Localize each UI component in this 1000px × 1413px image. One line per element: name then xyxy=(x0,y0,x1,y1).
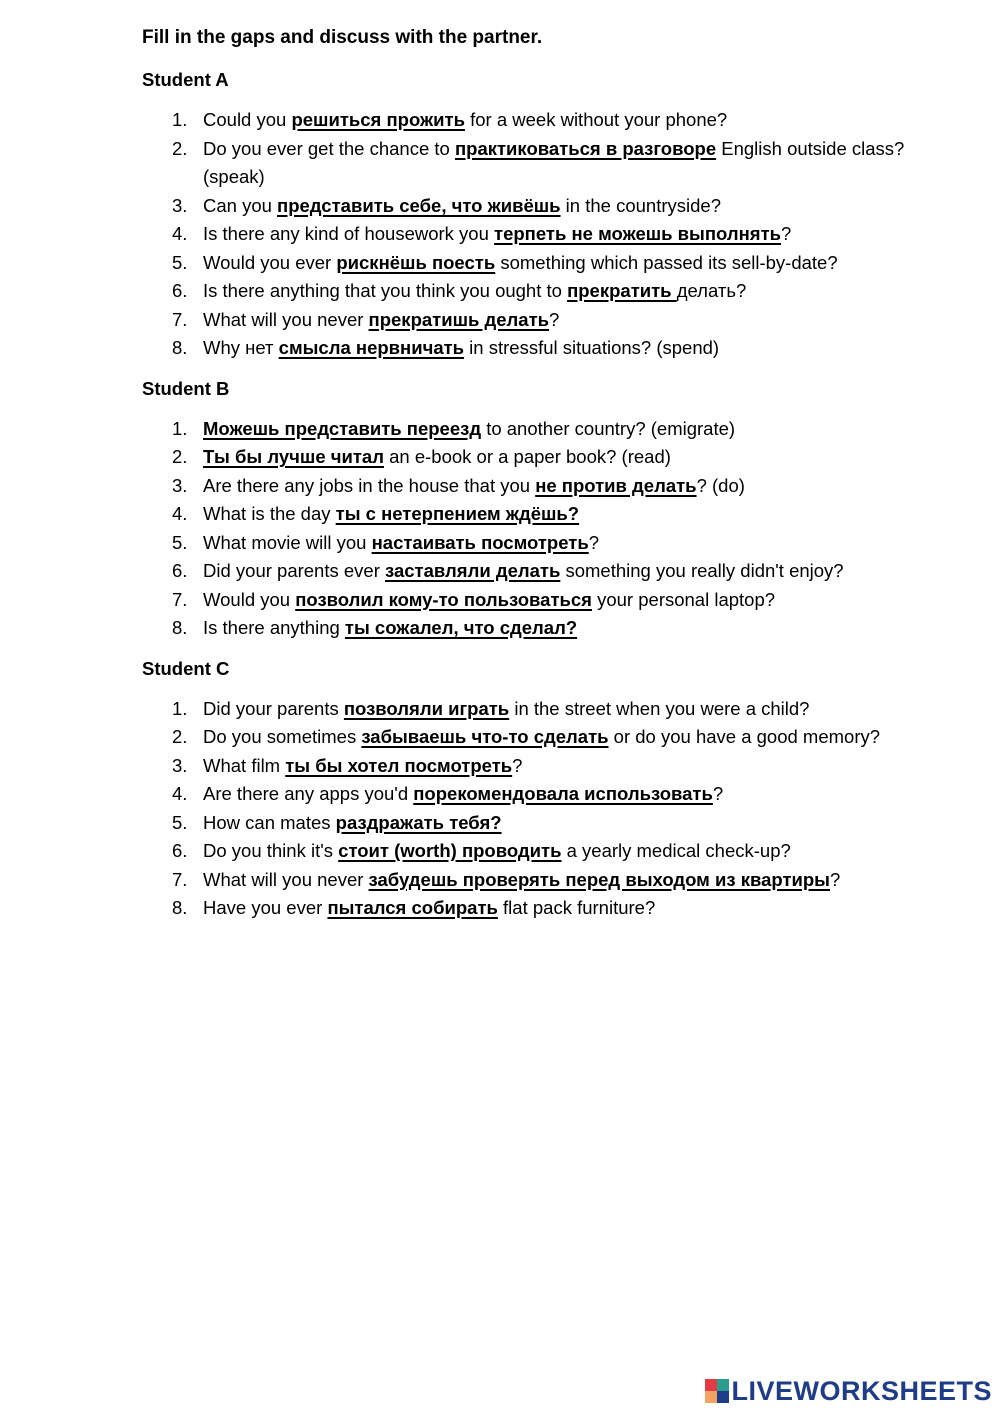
question-number: 2. xyxy=(172,726,188,747)
question-text-before: What will you never xyxy=(203,308,369,330)
gap-answer: забываешь что-то сделать xyxy=(361,726,609,747)
question-text-after: ? xyxy=(712,783,724,804)
question-number: 2. xyxy=(172,446,188,467)
question-text-after: flat pack furniture? xyxy=(497,897,656,918)
question-text-before: Would you ever xyxy=(203,251,337,273)
question-text-before: Do you think it's xyxy=(203,840,339,861)
question-text-after: ? xyxy=(549,308,560,330)
question-text-after: ? xyxy=(512,754,523,776)
gap-answer: представить себе, что живёшь xyxy=(277,194,561,216)
question-item xyxy=(142,277,913,306)
liveworksheets-logo xyxy=(705,1373,992,1409)
liveworksheets-logo-icon xyxy=(705,1379,729,1403)
question-text-after: ? xyxy=(781,223,792,244)
question-item xyxy=(142,752,913,781)
question-text-after: in the street when you were a child? xyxy=(509,697,810,719)
question-number: 5. xyxy=(172,811,188,833)
question-text-before: Can you xyxy=(203,194,278,216)
question-item xyxy=(142,306,913,335)
gap-answer: стоит (worth) проводить xyxy=(338,840,562,861)
question-text-before: What will you never xyxy=(203,868,369,890)
question-number: 3. xyxy=(172,194,188,216)
question-number: 1. xyxy=(172,109,188,130)
question-text-before: How can mates xyxy=(203,811,336,833)
question-text-after: in the countryside? xyxy=(560,194,721,216)
question-number: 4. xyxy=(172,783,188,804)
question-number: 8. xyxy=(172,337,188,358)
question-text-before: Could you xyxy=(203,109,292,130)
question-number: 1. xyxy=(172,697,188,719)
question-text-before: Would you xyxy=(203,588,296,610)
gap-answer: прекратить xyxy=(567,280,677,301)
question-text-after: ? (do) xyxy=(696,474,745,496)
question-number: 3. xyxy=(172,474,188,496)
gap-answer: практиковаться в разговоре xyxy=(454,137,717,159)
question-text-after: a yearly medical check-up? xyxy=(561,840,791,861)
gap-answer: ты бы хотел посмотреть xyxy=(285,754,513,776)
question-item xyxy=(142,529,913,558)
question-item xyxy=(142,106,913,135)
question-number: 7. xyxy=(172,868,188,890)
worksheet xyxy=(142,24,942,935)
question-text-after: in stressful situations? (spend) xyxy=(464,337,720,358)
gap-answer: Можешь представить переезд xyxy=(203,417,482,439)
question-text-before: What film xyxy=(203,754,286,776)
question-text-before: What is the day xyxy=(203,503,336,524)
gap-answer: прекратишь делать xyxy=(368,308,550,330)
gap-answer: порекомендовала использовать xyxy=(413,783,713,804)
sections-container xyxy=(142,66,942,923)
question-text-after: English outside class? (speak) xyxy=(203,137,905,187)
gap-answer: заставляли делать xyxy=(385,560,561,581)
question-number: 7. xyxy=(172,308,188,330)
gap-answer: решиться прожить xyxy=(291,109,465,130)
question-text-before: Are there any jobs in the house that you xyxy=(203,474,536,496)
logo-text: LIVEWORKSHEETS xyxy=(731,1375,992,1406)
question-item xyxy=(142,500,913,529)
question-item xyxy=(142,557,913,586)
gap-answer: пытался собирать xyxy=(327,897,498,918)
question-number: 4. xyxy=(172,503,188,524)
question-item xyxy=(142,894,913,923)
question-item xyxy=(142,334,913,363)
gap-answer: настаивать посмотреть xyxy=(371,531,589,553)
gap-answer: раздражать тебя? xyxy=(335,811,502,833)
question-item xyxy=(142,472,913,501)
question-text-after: something you really didn't enjoy? xyxy=(560,560,844,581)
question-text-before: Have you ever xyxy=(203,897,328,918)
gap-answer: забудешь проверять перед выходом из квартиры xyxy=(368,868,830,890)
page-title: Fill in the gaps and discuss with the partner. xyxy=(142,27,543,48)
gap-answer: позволяли играть xyxy=(343,697,510,719)
gap-answer: смысла нервничать xyxy=(278,337,465,358)
question-text-before: Did your parents xyxy=(203,697,344,719)
question-item xyxy=(142,614,913,643)
gap-answer: терпеть не можешь выполнять xyxy=(494,223,782,244)
question-item xyxy=(142,837,913,866)
question-text-after: your personal laptop? xyxy=(591,588,776,610)
gap-answer: Ты бы лучше читал xyxy=(203,446,384,467)
question-item xyxy=(142,586,913,615)
question-text-before: Is there anything xyxy=(203,617,345,638)
section-heading: Student B xyxy=(142,377,230,399)
question-item xyxy=(142,220,913,249)
question-text-after: something which passed its sell-by-date? xyxy=(495,251,838,273)
section-heading: Student A xyxy=(142,69,229,90)
question-list xyxy=(142,106,942,363)
question-text-after: an e-book or a paper book? (read) xyxy=(383,446,671,467)
section-heading: Student C xyxy=(142,657,230,679)
question-text-after: делать? xyxy=(676,280,747,301)
question-item xyxy=(142,443,913,472)
question-item xyxy=(142,723,913,752)
question-item xyxy=(142,866,913,895)
question-text-after: to another country? (emigrate) xyxy=(481,417,736,439)
question-list xyxy=(142,695,942,923)
question-list xyxy=(142,415,942,643)
gap-answer: рискнёшь поесть xyxy=(336,251,496,273)
question-text-before: Did your parents ever xyxy=(203,560,386,581)
gap-answer: ты с нетерпением ждёшь? xyxy=(335,503,580,524)
question-text-before: Is there anything that you think you ought to xyxy=(203,280,568,301)
question-item xyxy=(142,415,913,444)
gap-answer: ты сожалел, что сделал? xyxy=(344,617,578,638)
gap-answer: не против делать xyxy=(535,474,697,496)
gap-answer: позволил кому-то пользоваться xyxy=(295,588,592,610)
question-number: 8. xyxy=(172,617,188,638)
question-item xyxy=(142,249,913,278)
question-item xyxy=(142,695,913,724)
question-number: 5. xyxy=(172,531,188,553)
question-number: 6. xyxy=(172,840,188,861)
question-text-after: for a week without your phone? xyxy=(464,109,728,130)
question-item xyxy=(142,192,913,221)
question-number: 8. xyxy=(172,897,188,918)
question-text-before: Do you ever get the chance to xyxy=(203,137,455,159)
question-item xyxy=(142,780,913,809)
question-number: 6. xyxy=(172,560,188,581)
question-number: 5. xyxy=(172,251,188,273)
question-number: 3. xyxy=(172,754,188,776)
question-text-before: Why нет xyxy=(203,337,279,358)
question-number: 1. xyxy=(172,417,188,439)
question-text-before: Are there any apps you'd xyxy=(203,783,414,804)
question-text-before: Do you sometimes xyxy=(203,726,362,747)
question-item xyxy=(142,135,913,192)
question-item xyxy=(142,809,913,838)
question-text-after: ? xyxy=(829,868,841,890)
question-text-before: What movie will you xyxy=(203,531,372,553)
question-text-before: Is there any kind of housework you xyxy=(203,223,495,244)
question-number: 7. xyxy=(172,588,188,610)
question-number: 6. xyxy=(172,280,188,301)
question-number: 2. xyxy=(172,137,188,159)
question-text-after: ? xyxy=(588,531,600,553)
question-number: 4. xyxy=(172,223,188,244)
question-text-after: or do you have a good memory? xyxy=(608,726,881,747)
